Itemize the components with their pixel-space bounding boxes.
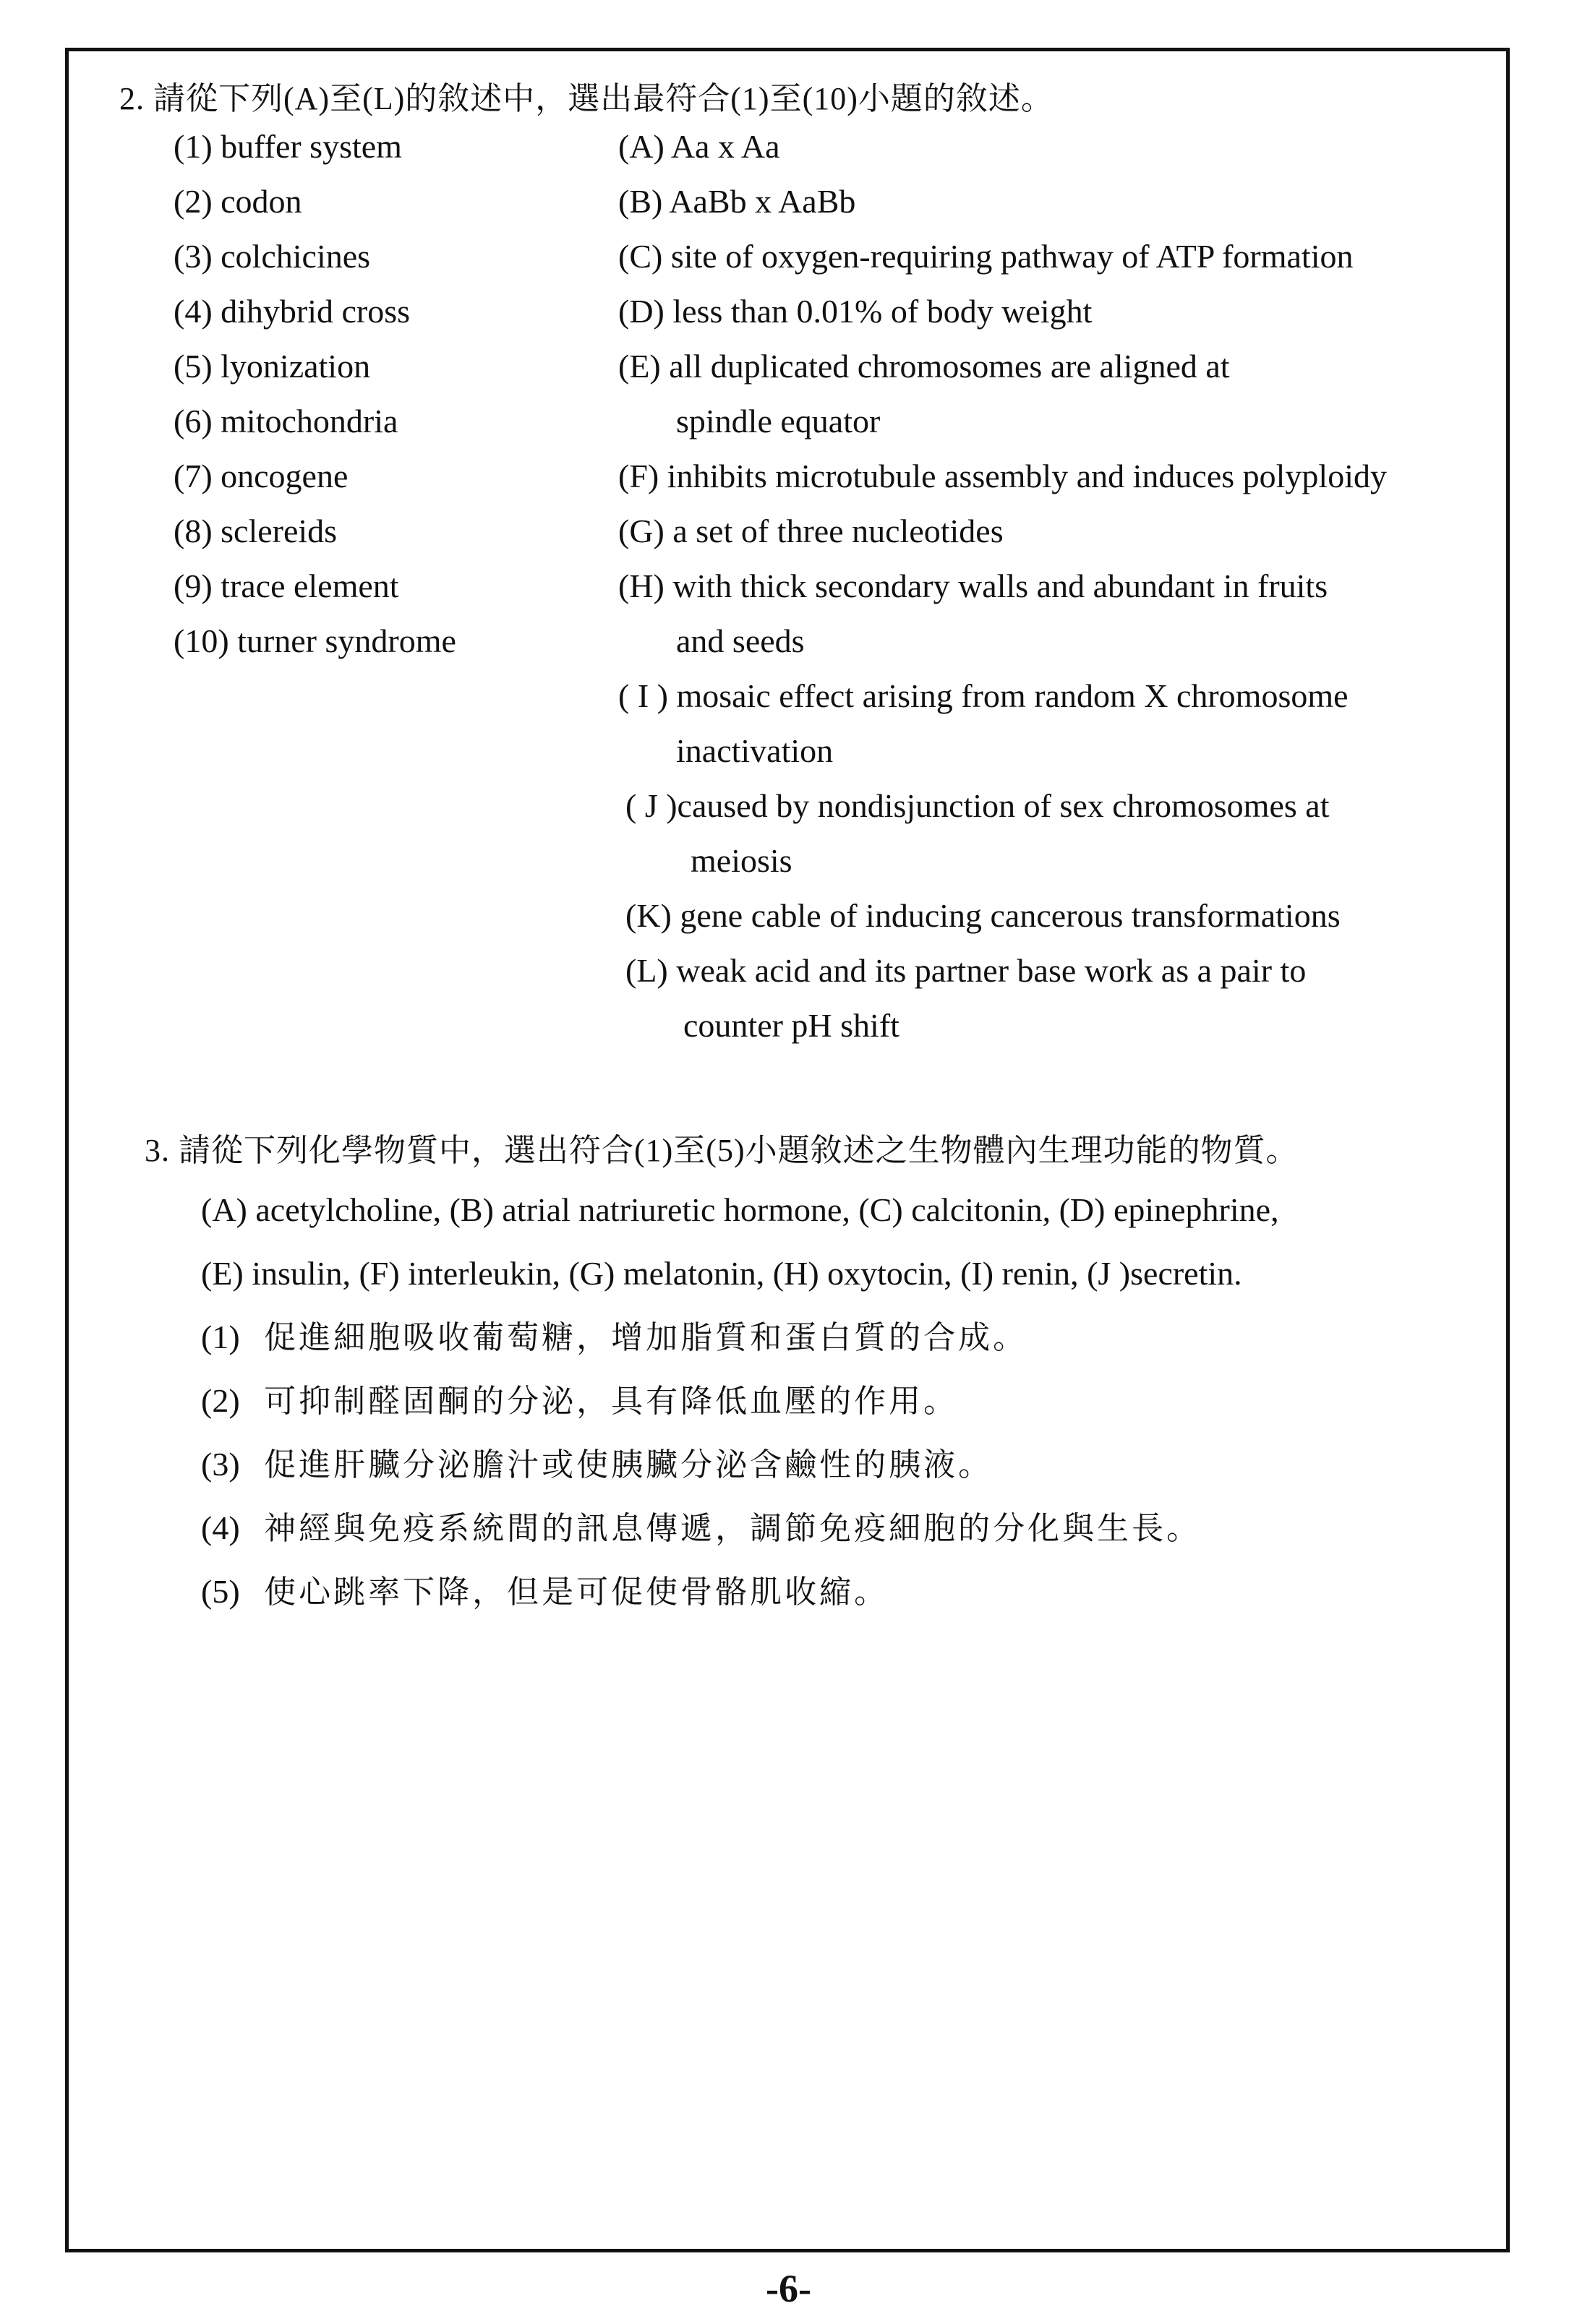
question-2-terms (174, 119, 456, 669)
term-item: (1) buffer system (174, 128, 402, 165)
term-item: (5) lyonization (174, 348, 371, 385)
description-item: (G) a set of three nucleotides (618, 513, 1004, 549)
chemical-options-line: (E) insulin, (F) interleukin, (G) melatonin, (H) oxytocin, (I) renin, (J )secretin. (201, 1255, 1242, 1292)
term-item: (7) oncogene (174, 458, 349, 494)
term-item: (9) trace element (174, 567, 399, 604)
description-item: (A) Aa x Aa (618, 128, 780, 165)
description-item: (F) inhibits microtubule assembly and induces polyploidy (618, 458, 1387, 494)
term-item: (8) sclereids (174, 513, 338, 549)
description-continuation: inactivation (676, 732, 834, 769)
description-item: ( J )caused by nondisjunction of sex chromosomes at (625, 787, 1330, 824)
chemical-options-line: (A) acetylcholine, (B) atrial natriuretic hormone, (C) calcitonin, (D) epinephrine, (201, 1191, 1279, 1228)
description-item: (D) less than 0.01% of body weight (618, 293, 1093, 330)
term-item: (10) turner syndrome (174, 622, 456, 659)
question-3-item (201, 1560, 1279, 1624)
item-number: (5) (201, 1573, 240, 1610)
description-item: (B) AaBb x AaBb (618, 183, 856, 220)
description-item: (E) all duplicated chromosomes are aligned at (618, 348, 1230, 385)
term-item: (6) mitochondria (174, 403, 398, 439)
question-2-descriptions (618, 119, 1387, 1053)
description-item: (H) with thick secondary walls and abundant in fruits (618, 567, 1328, 604)
term-item: (4) dihybrid cross (174, 293, 411, 330)
description-continuation: counter pH shift (683, 1007, 899, 1044)
question-3-item (201, 1496, 1279, 1560)
question-3-item (201, 1433, 1279, 1496)
item-text: 使心跳率下降，但是可促使骨骼肌收縮。 (264, 1574, 889, 1610)
item-text: 神經與免疫系統間的訊息傳遞，調節免疫細胞的分化與生長。 (264, 1511, 1202, 1546)
description-item: (L) weak acid and its partner base work as a pair to (625, 952, 1307, 989)
item-text: 促進細胞吸收葡萄糖，增加脂質和蛋白質的合成。 (264, 1320, 1028, 1355)
page-number: -6- (766, 2267, 811, 2310)
description-item: (K) gene cable of inducing cancerous transformations (625, 897, 1341, 934)
description-continuation: and seeds (676, 622, 805, 659)
item-text: 可抑制醛固酮的分泌，具有降低血壓的作用。 (264, 1384, 959, 1419)
term-item: (2) codon (174, 183, 302, 220)
question-2-title: 2. 請從下列(A)至(L)的敘述中，選出最符合(1)至(10)小題的敘述。 (119, 81, 1054, 116)
item-number: (1) (201, 1318, 240, 1355)
item-number: (2) (201, 1382, 240, 1419)
description-item: ( I ) mosaic effect arising from random X chromosome (618, 677, 1349, 714)
description-continuation: meiosis (691, 842, 792, 879)
description-item: (C) site of oxygen-requiring pathway of ATP formation (618, 238, 1354, 275)
description-continuation: spindle equator (676, 403, 881, 439)
item-number: (3) (201, 1446, 240, 1483)
item-number: (4) (201, 1509, 240, 1546)
question-3-title: 3. 請從下列化學物質中，選出符合(1)至(5)小題敘述之生物體內生理功能的物質。 (145, 1133, 1299, 1168)
item-text: 促進肝臟分泌膽汁或使胰臟分泌含鹼性的胰液。 (264, 1447, 993, 1483)
term-item: (3) colchicines (174, 238, 371, 275)
question-3-item (201, 1369, 1279, 1433)
question-3-item (201, 1305, 1279, 1369)
question-3-body (201, 1178, 1279, 1624)
